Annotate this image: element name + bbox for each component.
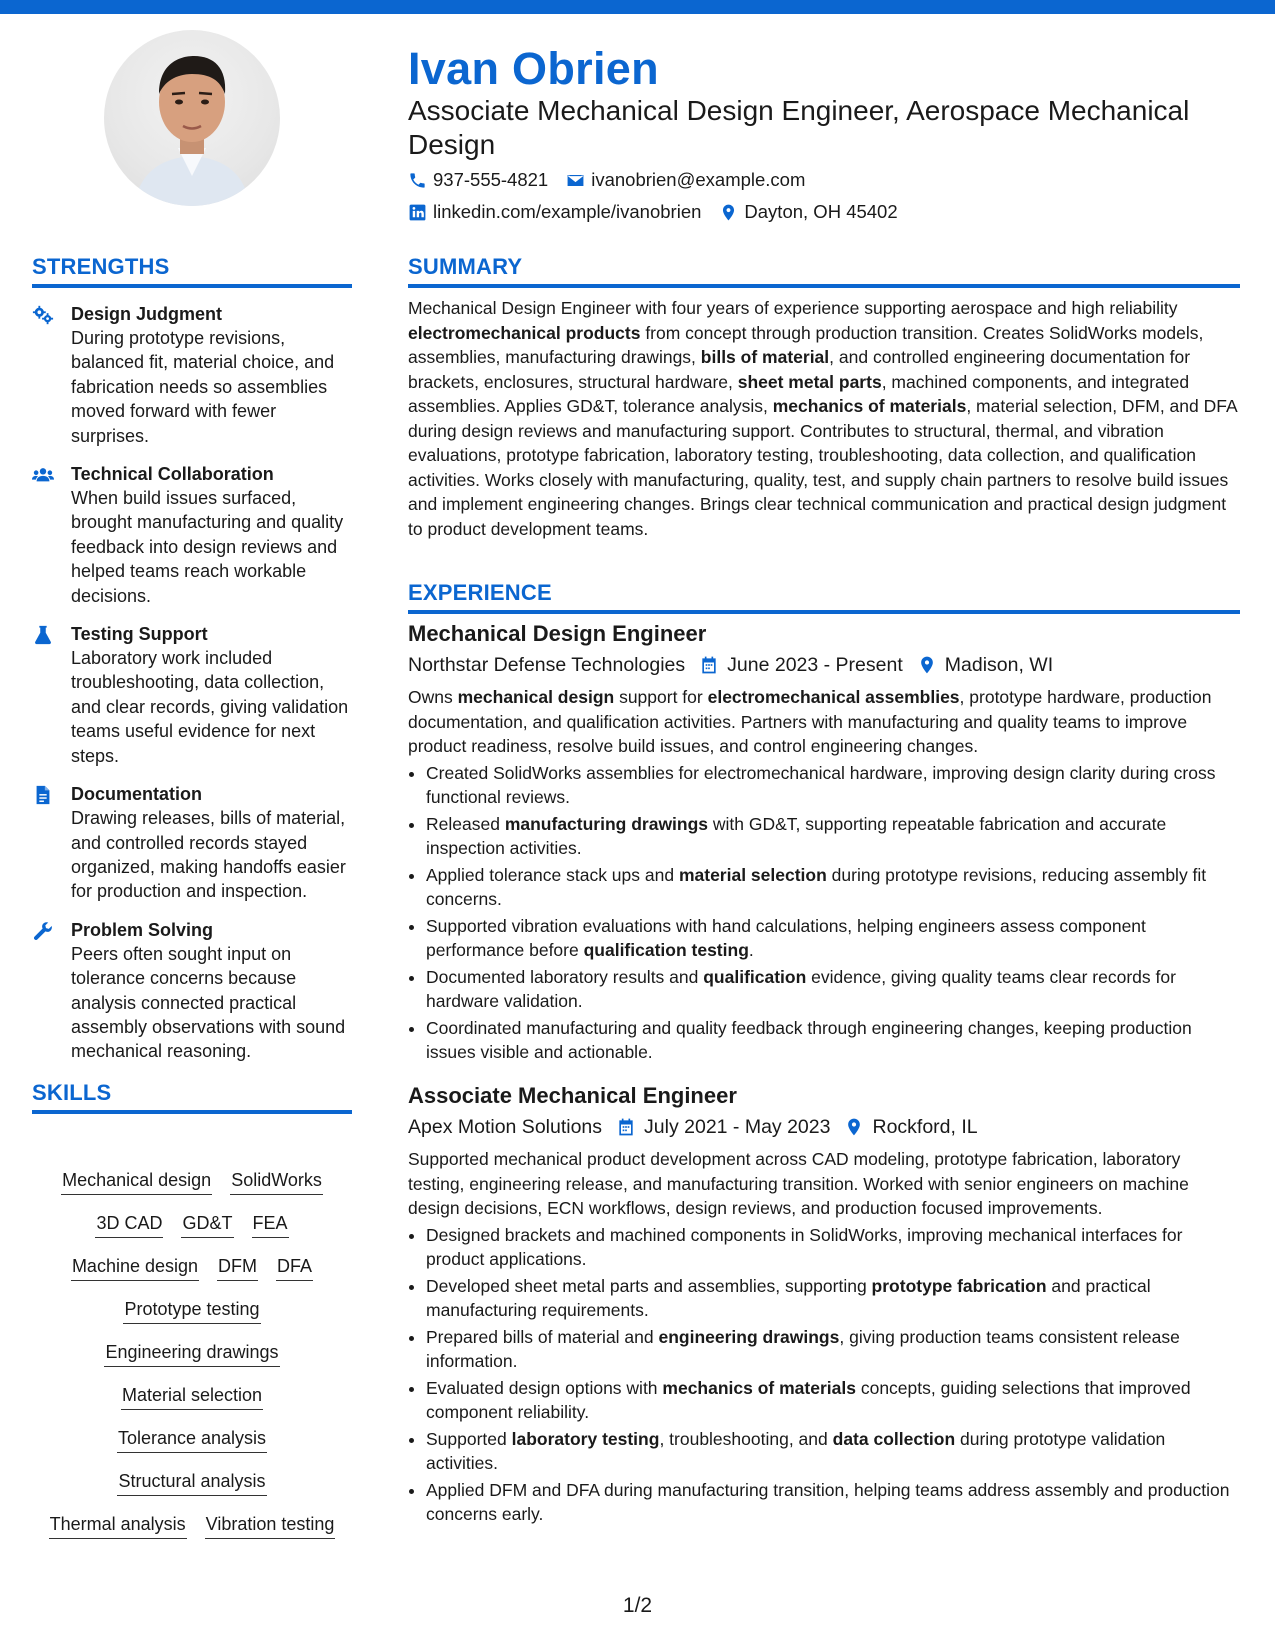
strength-item [32, 918, 352, 1064]
text-run: support for [614, 687, 708, 707]
gears-icon [32, 304, 54, 326]
bold-text: qualification [703, 966, 807, 987]
job-title: Associate Mechanical Engineer [408, 1083, 737, 1108]
strength-title: Problem Solving [71, 919, 214, 940]
strength-title: Testing Support [71, 624, 208, 645]
skill-tag: Prototype testing [123, 1297, 260, 1324]
job-location: Rockford, IL [872, 1116, 978, 1138]
text-run: Evaluated design options with [426, 1377, 663, 1398]
contact-row-2 [408, 201, 898, 223]
text-run: Developed sheet metal parts and assemblies, supporting [426, 1275, 872, 1296]
candidate-name: Ivan Obrien [408, 43, 659, 94]
text-run: from concept through production transition. Creates SolidWorks models, assemblies, manufacturing drawings, [408, 322, 1204, 367]
text-run: , machined components, and integrated assemblies. Applies GD&T, tolerance analysis, [408, 371, 1190, 416]
skill-tag: DFA [276, 1254, 313, 1281]
strength-title: Documentation [71, 784, 203, 805]
skill-row [117, 1469, 266, 1496]
text-run: during prototype revisions, reducing assembly fit concerns. [426, 864, 1207, 909]
linkedin-item[interactable] [408, 201, 701, 223]
summary-heading: SUMMARY [408, 254, 1240, 288]
skill-row [121, 1383, 263, 1410]
envelope-icon [566, 171, 585, 190]
bullet-item [426, 1016, 1240, 1065]
text-run: Designed brackets and machined components in SolidWorks, improving mechanical interfaces for product applications. [426, 1224, 1183, 1269]
text-run: Mechanical Design Engineer with four years of experience supporting aerospace and high reliability [408, 298, 1178, 318]
bullet-item [426, 761, 1240, 810]
summary-text [408, 296, 1240, 541]
text-run: . [748, 940, 754, 960]
job-title: Mechanical Design Engineer [408, 621, 707, 646]
bold-text: engineering drawings [658, 1326, 840, 1347]
text-run: , troubleshooting, and [659, 1428, 833, 1449]
person-portrait-icon [104, 30, 280, 206]
bold-text: mechanical design [457, 687, 615, 707]
strength-title: Technical Collaboration [71, 464, 274, 485]
phone-text: 937-555-4821 [433, 169, 549, 190]
skill-tag: Structural analysis [117, 1469, 266, 1496]
skill-row [104, 1340, 279, 1367]
text-run: Applied tolerance stack ups and [426, 864, 679, 885]
bullet-item [426, 1325, 1240, 1374]
flask-icon [32, 624, 54, 646]
map-pin-icon [719, 203, 738, 222]
skill-tag: DFM [217, 1254, 258, 1281]
bold-text: prototype fabrication [871, 1275, 1047, 1296]
text-run: Coordinated manufacturing and quality feedback through engineering changes, keeping production issues visible and actionable. [426, 1017, 1192, 1062]
bold-text: mechanics of materials [772, 396, 967, 416]
skill-tag: GD&T [181, 1211, 233, 1238]
job-location: Madison, WI [944, 654, 1054, 676]
skill-tag: Engineering drawings [104, 1340, 279, 1367]
bold-text: bills of material [700, 347, 830, 367]
candidate-title: Associate Mechanical Design Engineer, Aerospace Mechanical Design [408, 95, 1190, 160]
strengths-list [32, 302, 352, 1078]
text-run: Created SolidWorks assemblies for electromechanical hardware, improving design clarity during cross functional reviews. [426, 762, 1216, 807]
strength-item [32, 302, 352, 448]
linkedin-text: linkedin.com/example/ivanobrien [433, 201, 702, 222]
job-dates: July 2021 - May 2023 [644, 1116, 831, 1138]
bullet-item [426, 1274, 1240, 1323]
job-company: Northstar Defense Technologies [408, 654, 686, 676]
text-run: , giving production teams consistent release information. [426, 1326, 1180, 1371]
strength-desc: Laboratory work included troubleshooting, data collection, and clear records, giving validation teams useful evidence for next steps. [71, 648, 349, 766]
bold-text: material selection [678, 864, 827, 885]
bullet-item [426, 1427, 1240, 1476]
skill-tag: Tolerance analysis [117, 1426, 267, 1453]
skill-tag: Vibration testing [205, 1512, 336, 1539]
strength-desc: When build issues surfaced, brought manufacturing and quality feedback into design reviews and helped teams reach workable decisions. [71, 488, 344, 606]
experience-heading: EXPERIENCE [408, 580, 1240, 614]
text-run: evidence, giving quality teams clear records for hardware validation. [426, 966, 1176, 1011]
text-run: Supported vibration evaluations with hand calculations, helping engineers assess component performance before [426, 915, 1146, 960]
calendar-icon [616, 1117, 636, 1137]
bold-text: manufacturing drawings [504, 813, 709, 834]
text-run: Owns [408, 687, 458, 707]
text-run: concepts, guiding selections that improved component reliability. [426, 1377, 1191, 1422]
map-pin-icon [844, 1117, 864, 1137]
job-intro [408, 1147, 1240, 1221]
strengths-heading: STRENGTHS [32, 254, 352, 288]
email-item[interactable] [566, 169, 805, 191]
job-intro [408, 685, 1240, 759]
phone-icon [408, 171, 427, 190]
text-run: , prototype hardware, production documentation, and qualification activities. Partners with manufacturing and quality teams to improve product readiness, resolve build issues, and control engineering changes. [408, 687, 1212, 756]
text-run: Released [426, 813, 505, 834]
skill-tag: Machine design [71, 1254, 199, 1281]
bold-text: electromechanical products [408, 322, 641, 343]
calendar-icon [699, 655, 719, 675]
top-accent-bar [0, 0, 1275, 14]
linkedin-icon [408, 203, 427, 222]
skill-tag: Material selection [121, 1383, 263, 1410]
skill-tag: FEA [252, 1211, 289, 1238]
text-run: Applied DFM and DFA during manufacturing transition, helping teams address assembly and production concerns early. [426, 1479, 1230, 1524]
bullet-item [426, 812, 1240, 861]
job-dates: June 2023 - Present [727, 654, 903, 676]
strength-item [32, 782, 352, 904]
bullet-item [426, 863, 1240, 912]
text-run: Prepared bills of material and [426, 1326, 659, 1347]
bullet-item [426, 914, 1240, 963]
text-run: , material selection, DFM, and DFA during design reviews and manufacturing support. Contributes to structural, thermal, and vibration evaluations, prototype fabrication, laboratory testing, troubleshooting, data collection, and qualification activities. Works closely with manufacturing, quality, test, and supply chain partners to resolve build issues and implement engineering changes. Brings clear technical communication and practical design judgment to product development teams. [408, 396, 1237, 539]
text-run: Documented laboratory results and [426, 966, 704, 987]
skill-row [61, 1168, 323, 1195]
strength-title: Design Judgment [71, 304, 223, 324]
location-item [719, 201, 897, 223]
bullet-item [426, 965, 1240, 1014]
text-run: during prototype validation activities. [426, 1428, 1166, 1473]
job-meta [408, 651, 1240, 679]
job-entry [408, 1082, 1240, 1529]
skill-row [117, 1426, 267, 1453]
location-text: Dayton, OH 45402 [744, 201, 898, 222]
skills-heading: SKILLS [32, 1080, 352, 1114]
page-number: 1/2 [622, 1594, 653, 1617]
contact-row-1 [408, 169, 805, 191]
skill-tag: Mechanical design [61, 1168, 212, 1195]
bold-text: data collection [832, 1428, 956, 1449]
skills-list [32, 1168, 352, 1555]
bold-text: mechanics of materials [662, 1377, 856, 1398]
strength-item [32, 622, 352, 768]
skill-row [123, 1297, 260, 1324]
text-run: and practical manufacturing requirements. [426, 1275, 1151, 1320]
map-pin-icon [917, 655, 937, 675]
bullet-item [426, 1223, 1240, 1272]
document-icon [32, 784, 54, 806]
strength-item [32, 462, 352, 608]
bullet-item [426, 1478, 1240, 1527]
bold-text: qualification testing [583, 940, 749, 960]
skill-tag: SolidWorks [230, 1168, 323, 1195]
skill-row [71, 1254, 313, 1281]
text-run: Supported [426, 1428, 512, 1449]
skill-row [95, 1211, 288, 1238]
strength-desc: Peers often sought input on tolerance concerns because analysis connected practical assembly observations with sound mechanical reasoning. [71, 943, 346, 1062]
job-bullets [408, 761, 1240, 1065]
skill-tag: 3D CAD [95, 1211, 163, 1238]
text-run: , and controlled engineering documentation for brackets, enclosures, structural hardware, [408, 347, 1191, 392]
job-company: Apex Motion Solutions [408, 1116, 603, 1138]
users-icon [32, 464, 54, 486]
skill-row [49, 1512, 336, 1539]
text-run: with GD&T, supporting repeatable fabrication and accurate inspection activities. [426, 813, 1167, 858]
email-text: ivanobrien@example.com [591, 169, 806, 190]
text-run: Supported mechanical product development across CAD modeling, prototype fabrication, laboratory testing, engineering release, and manufacturing transition. Worked with senior engineers on machine design decisions, ECN workflows, design reviews, and production focused improvements. [408, 1149, 1189, 1218]
bold-text: sheet metal parts [737, 371, 882, 392]
bullet-item [426, 1376, 1240, 1425]
job-bullets [408, 1223, 1240, 1527]
wrench-icon [32, 920, 54, 942]
job-entry [408, 620, 1240, 1067]
phone-item[interactable] [408, 169, 548, 191]
skill-tag: Thermal analysis [49, 1512, 187, 1539]
job-meta [408, 1113, 1240, 1141]
bold-text: laboratory testing [511, 1428, 660, 1449]
strength-desc: During prototype revisions, balanced fit, material choice, and fabrication needs so assemblies moved forward with fewer surprises. [71, 328, 335, 446]
strength-desc: Drawing releases, bills of material, and controlled records stayed organized, making handoffs easier for production and inspection. [71, 808, 346, 902]
profile-photo [104, 30, 280, 206]
bold-text: electromechanical assemblies [707, 687, 960, 707]
